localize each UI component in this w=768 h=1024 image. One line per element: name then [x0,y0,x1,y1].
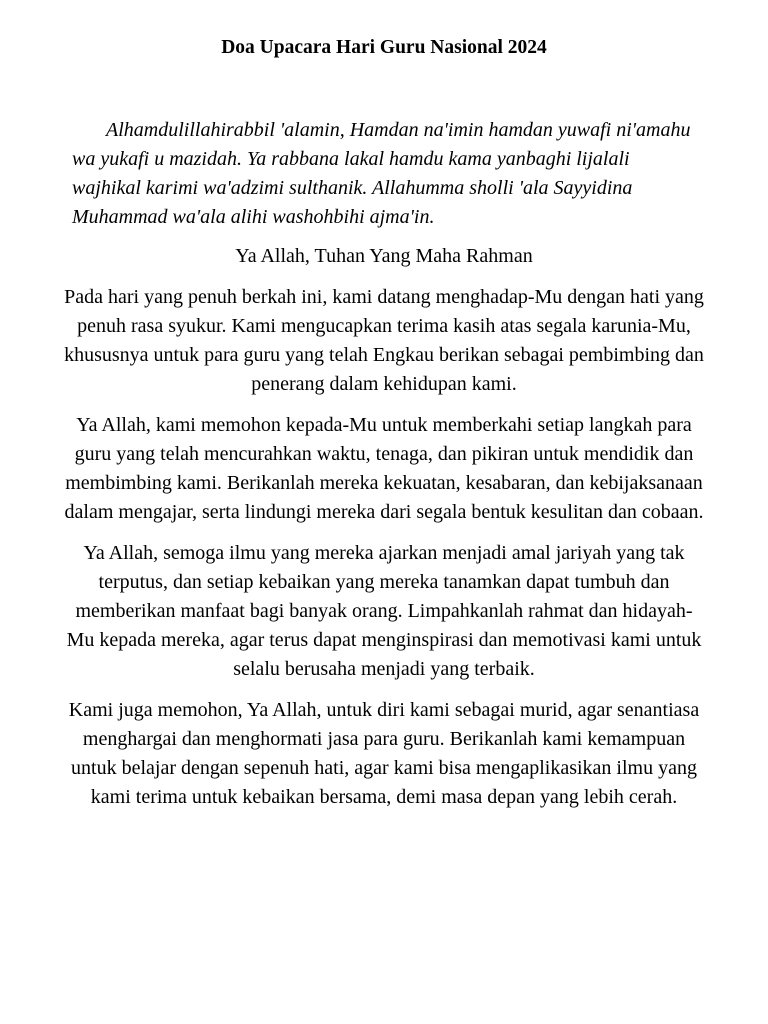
blessing-paragraph: Ya Allah, kami memohon kepada-Mu untuk memberkahi setiap langkah para guru yang telah mencurahkan waktu, tenaga, dan pikiran untuk mendidik dan membimbing kami. Berikanlah mereka kekuatan, kesabaran, dan kebijaksanaan dalam mengajar, serta lindungi mereka dari segala bentuk kesulitan dan cobaan. [64,414,704,523]
gratitude-paragraph: Pada hari yang penuh berkah ini, kami datang menghadap-Mu dengan hati yang penuh rasa syukur. Kami mengucapkan terima kasih atas segala karunia-Mu, khususnya untuk para guru yang telah Engkau berikan sebagai pembimbing dan penerang dalam kehidupan kami. [64,286,704,395]
opening-paragraph: Alhamdulillahirabbil 'alamin, Hamdan na'imin hamdan yuwafi ni'amahu wa yukafi u mazidah. Ya rabbana lakal hamdu kama yanbaghi lijalali wajhikal karimi wa'adzimi sulthanik. Allahumma sholli 'ala Sayyidina Muhammad wa'ala alihi washohbihi ajma'in. [72,119,691,228]
knowledge-paragraph: Ya Allah, semoga ilmu yang mereka ajarkan menjadi amal jariyah yang tak terputus, dan setiap kebaikan yang mereka tanamkan dapat tumbuh dan memberikan manfaat bagi banyak orang. Limpahkanlah rahmat dan hidayah-Mu kepada mereka, agar terus dapat menginspirasi dan memotivasi kami untuk selalu berusaha menjadi yang terbaik. [66,542,702,680]
document-title: Doa Upacara Hari Guru Nasional 2024 [221,37,547,58]
prayer-body [62,116,706,824]
students-paragraph: Kami juga memohon, Ya Allah, untuk diri kami sebagai murid, agar senantiasa menghargai dan menghormati jasa para guru. Berikanlah kami kemampuan untuk belajar dengan sepenuh hati, agar kami bisa mengaplikasikan ilmu yang kami terima untuk kebaikan bersama, demi masa depan yang lebih cerah. [68,699,700,808]
invocation-line: Ya Allah, Tuhan Yang Maha Rahman [235,245,533,267]
